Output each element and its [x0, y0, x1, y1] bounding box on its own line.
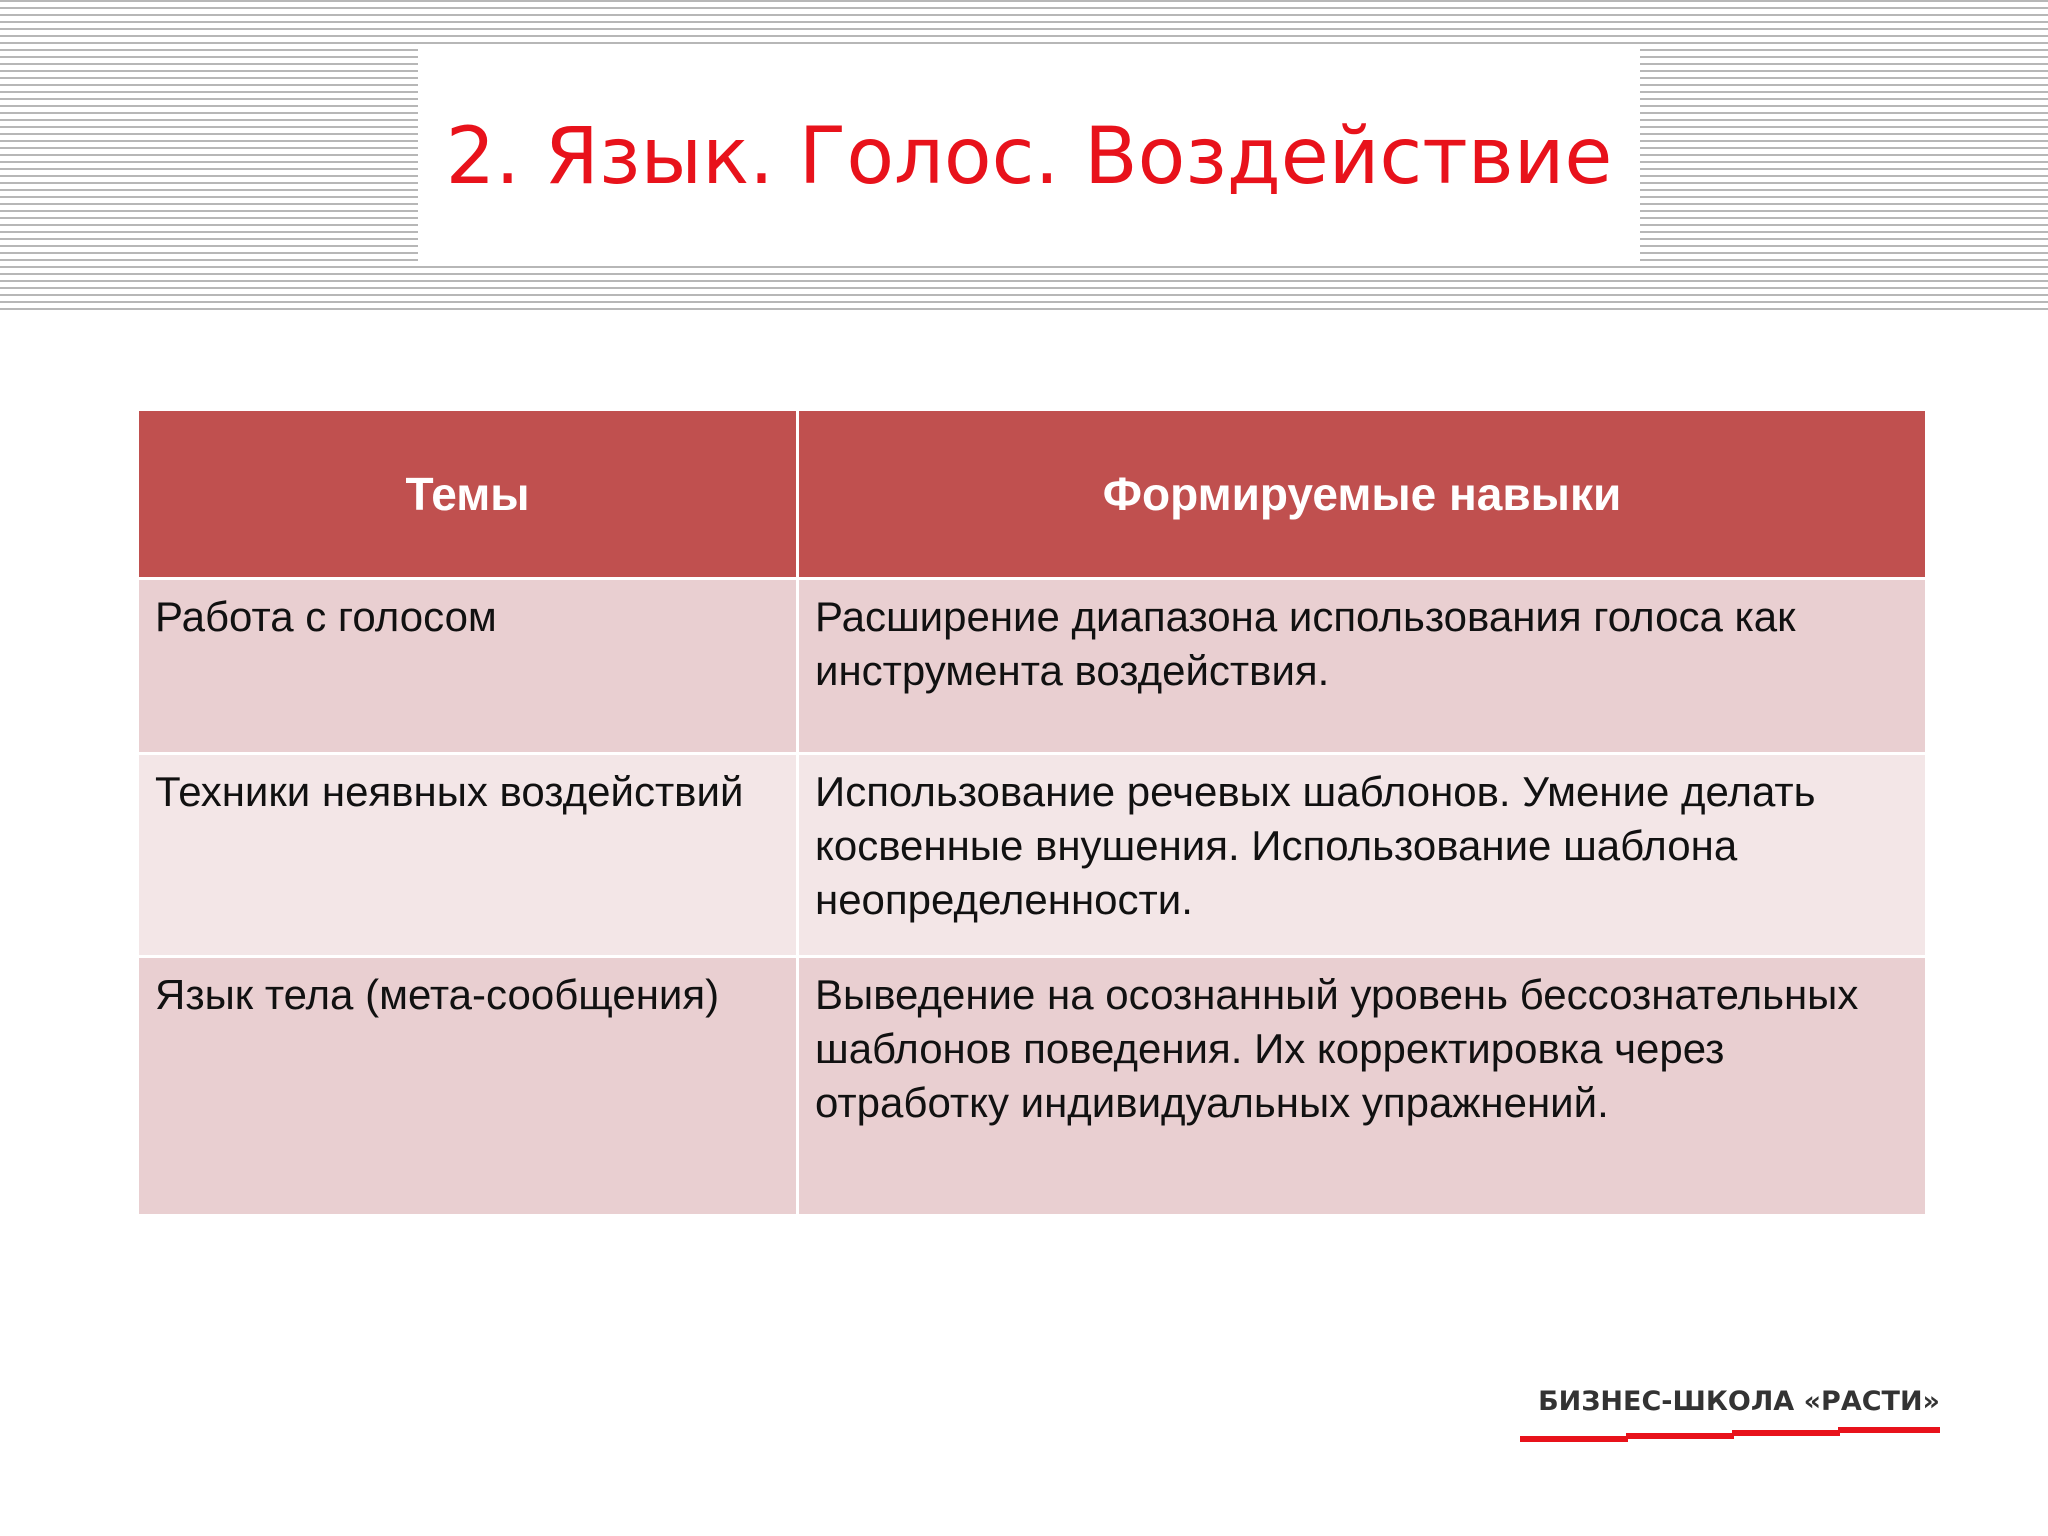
- table-row: [138, 579, 1927, 754]
- header-skills: Формируемые навыки: [798, 410, 1927, 579]
- logo-bar: [1838, 1427, 1940, 1433]
- title-box: [418, 48, 1640, 266]
- skills-cell: Расширение диапазона использования голоса как инструмента воздействия.: [798, 579, 1927, 754]
- table-header-row: [138, 410, 1927, 579]
- logo-bar: [1520, 1436, 1628, 1442]
- table-row: [138, 754, 1927, 957]
- logo-bars: [1520, 1430, 1940, 1444]
- topic-cell: Работа с голосом: [138, 579, 798, 754]
- header-topics: Темы: [138, 410, 798, 579]
- table-row: [138, 957, 1927, 1216]
- skills-cell: Выведение на осознанный уровень бессознательных шаблонов поведения. Их корректировка через отработку индивидуальных упражнений.: [798, 957, 1927, 1216]
- topic-cell: Техники неявных воздействий: [138, 754, 798, 957]
- school-logo: [1520, 1386, 1940, 1458]
- logo-bar: [1732, 1430, 1840, 1436]
- skills-table: [136, 408, 1928, 1217]
- logo-bar: [1626, 1433, 1734, 1439]
- logo-text: БИЗНЕС-ШКОЛА «РАСТИ»: [1538, 1386, 1940, 1417]
- skills-cell: Использование речевых шаблонов. Умение делать косвенные внушения. Использование шаблона неопределенности.: [798, 754, 1927, 957]
- slide-title: 2. Язык. Голос. Воздействие: [445, 112, 1613, 202]
- topic-cell: Язык тела (мета-сообщения): [138, 957, 798, 1216]
